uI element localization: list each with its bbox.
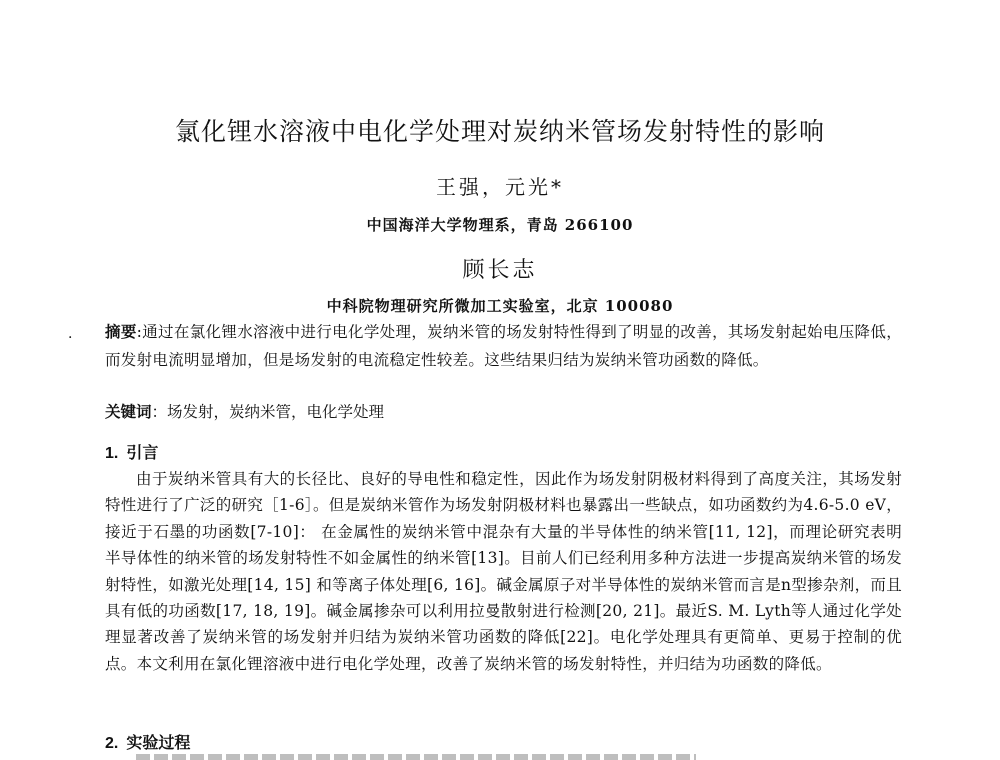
section-heading-introduction bbox=[105, 440, 158, 463]
paper-title: 氯化锂水溶液中电化学处理对炭纳米管场发射特性的影响 bbox=[174, 117, 825, 146]
authors-secondary: 顾长志 bbox=[462, 258, 538, 283]
section-title: 实验过程 bbox=[126, 733, 191, 752]
margin-dot-mark: · bbox=[68, 330, 73, 346]
cut-off-text-line bbox=[136, 754, 696, 760]
keywords-text: ：场发射，炭纳米管，电化学处理 bbox=[151, 403, 385, 421]
affiliation-institute-of-physics: 中科院物理研究所微加工实验室，北京 100080 bbox=[326, 297, 674, 315]
authors-primary: 王强，元光* bbox=[436, 175, 564, 199]
affiliation-ocean-university: 中国海洋大学物理系，青岛 266100 bbox=[366, 216, 634, 234]
abstract-text: :通过在氯化锂水溶液中进行电化学处理，炭纳米管的场发射特性得到了明显的改善，其场发射起始电压降低，而发射电流明显增加，但是场发射的电流稳定性较差。这些结果归结为炭纳米管功函数的降低。 bbox=[105, 323, 902, 369]
section-number: 2. bbox=[105, 735, 119, 752]
introduction-paragraph: 由于炭纳米管具有大的长径比、良好的导电性和稳定性，因此作为场发射阴极材料得到了高度关注，其场发射特性进行了广泛的研究［1-6］。但是炭纳米管作为场发射阴极材料也暴露出一些缺点，如功函数约为4.6-5.0 eV，接近于石墨的功函数[7-10]： 在金属性的炭纳米管中混杂有大量的半导体性的纳米管[11, 12]，而理论研究表明半导体性的纳米管的场发射特性不如金属性的纳米管[13]。目前人们已经利用多种方法进一步提高炭纳米管的场发射特性，如激光处理[14, 15] 和等离子体处理[6, 16]。碱金属原子对半导体性的炭纳米管而言是n型掺杂剂，而且具有低的功函数[17, 18, 19]。碱金属掺杂可以利用拉曼散射进行检测[20, 21]。最近S. M. Lyth等人通过化学处理显著改善了炭纳米管的场发射并归结为炭纳米管功函数的降低[22]。电化学处理具有更简单、更易于控制的优点。本文利用在氯化锂溶液中进行电化学处理，改善了炭纳米管的场发射特性，并归结为功函数的降低。 bbox=[105, 470, 902, 673]
abstract bbox=[105, 318, 902, 374]
section-number: 1. bbox=[105, 445, 119, 462]
keywords-label: 关键词 bbox=[105, 402, 152, 421]
section-heading-experiment bbox=[105, 730, 190, 753]
keywords bbox=[105, 401, 902, 423]
section-title: 引言 bbox=[126, 443, 159, 462]
abstract-label: 摘要 bbox=[105, 322, 137, 341]
